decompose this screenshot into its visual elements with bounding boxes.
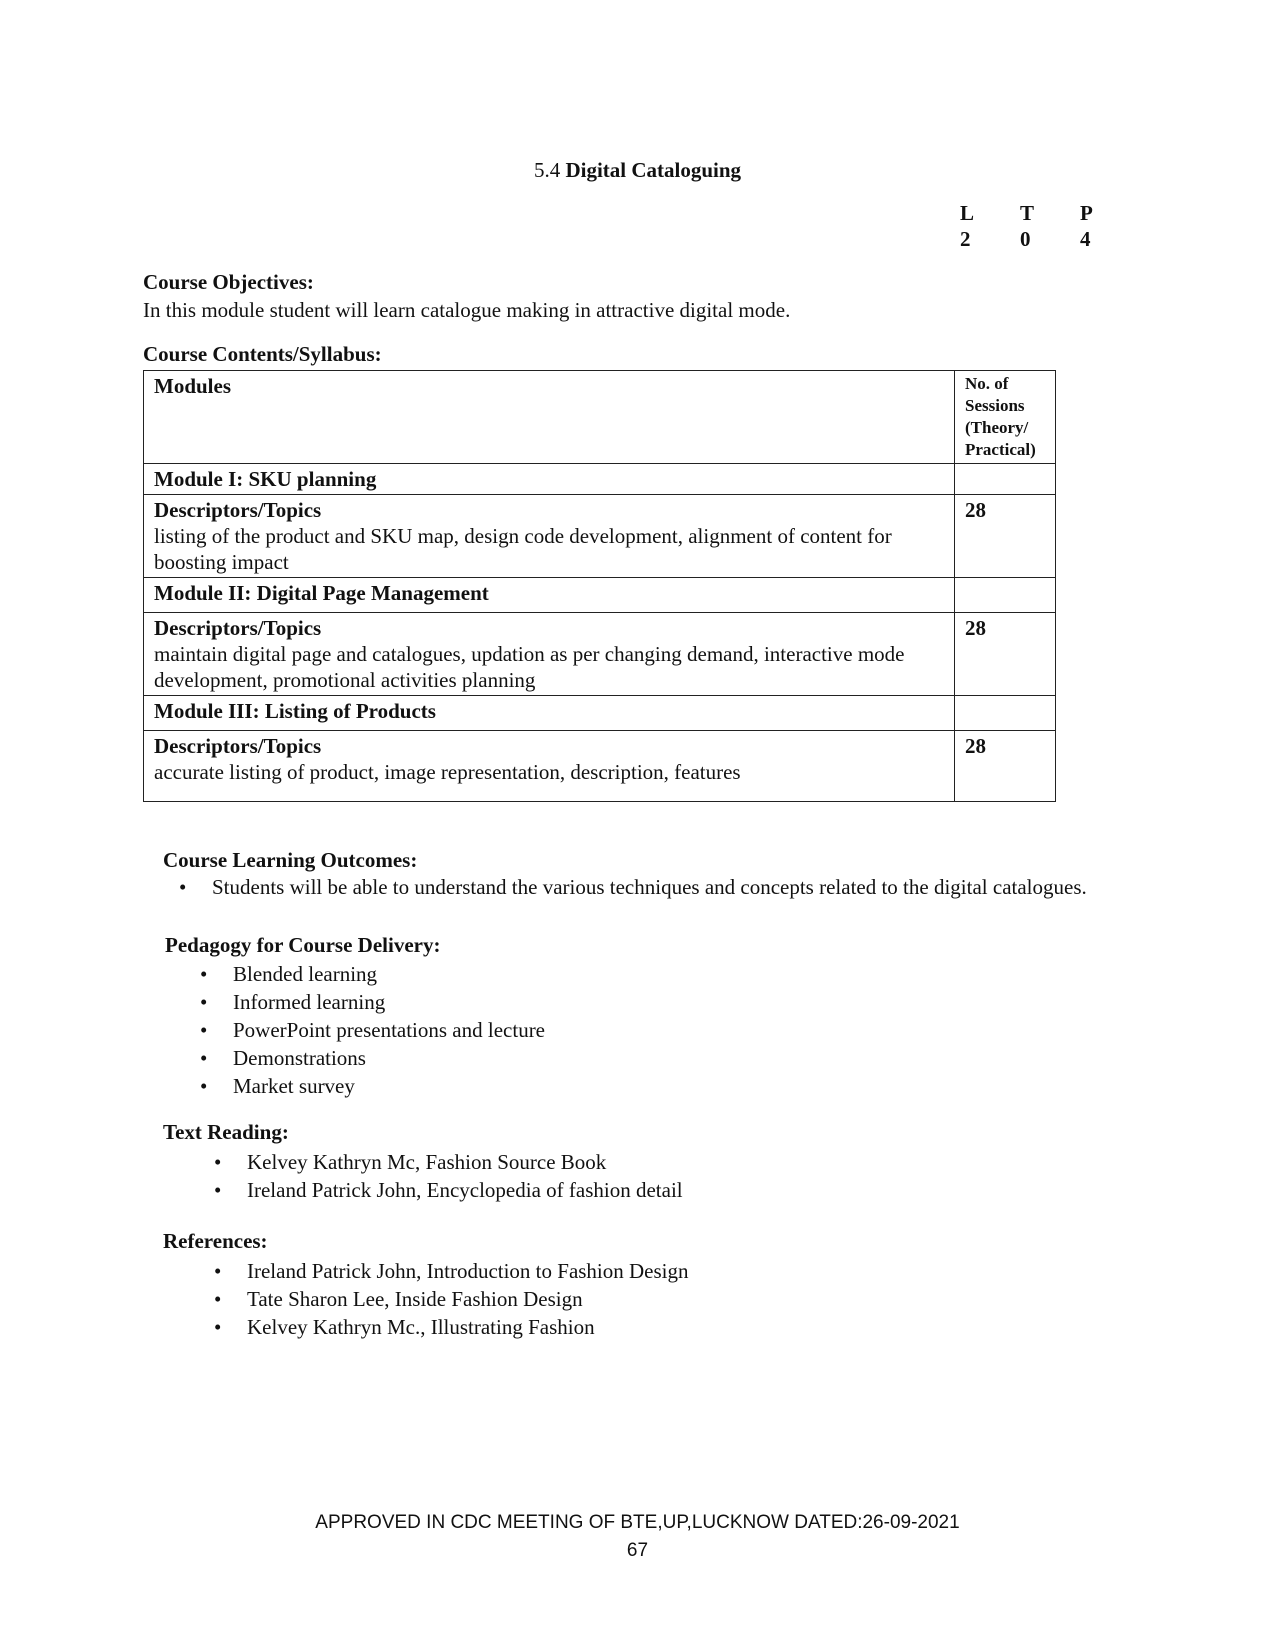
ltp-value-p: 4 <box>1080 227 1091 251</box>
pedagogy-heading: Pedagogy for Course Delivery: <box>165 933 441 957</box>
objectives-heading: Course Objectives: <box>143 270 314 294</box>
module-descriptor-cell <box>144 613 955 696</box>
syllabus-heading: Course Contents/Syllabus: <box>143 342 382 366</box>
modules-column-header: Modules <box>144 371 955 464</box>
page-title <box>0 158 1275 183</box>
module-title-sessions-cell <box>955 696 1056 731</box>
objectives-text: In this module student will learn catalogue making in attractive digital mode. <box>143 298 791 322</box>
module-title-row <box>144 578 1056 613</box>
module-descriptor-row <box>144 613 1056 696</box>
list-item: • Ireland Patrick John, Introduction to Fashion Design <box>247 1257 689 1285</box>
module-title-sessions-cell <box>955 464 1056 495</box>
ltp-headers <box>960 200 1140 226</box>
course-name: Digital Cataloguing <box>565 158 742 182</box>
module-title-row <box>144 464 1056 495</box>
ltp-header-t: T <box>1020 201 1035 225</box>
ltp-block <box>960 200 1140 252</box>
syllabus-table <box>143 370 1056 802</box>
list-item: • Demonstrations <box>233 1044 545 1072</box>
sessions-value: 28 <box>955 613 1056 696</box>
list-item: • Informed learning <box>233 988 545 1016</box>
list-item: • Kelvey Kathryn Mc., Illustrating Fashion <box>247 1313 689 1341</box>
sessions-value: 28 <box>955 731 1056 802</box>
ltp-value-t: 0 <box>1020 227 1031 251</box>
ltp-value-l: 2 <box>960 227 971 251</box>
sessions-header-line: Sessions <box>965 396 1025 415</box>
page-number: 67 <box>626 1540 649 1561</box>
module-title: Module I: SKU planning <box>144 464 955 495</box>
approval-footer: APPROVED IN CDC MEETING OF BTE,UP,LUCKNOW DATED:26-09-2021 <box>315 1512 960 1533</box>
section-number: 5.4 <box>533 158 561 182</box>
sessions-column-header <box>955 371 1056 464</box>
module-descriptor-cell <box>144 495 955 578</box>
outcomes-list <box>212 873 1092 901</box>
module-title: Module III: Listing of Products <box>144 696 955 731</box>
references-heading: References: <box>163 1229 268 1253</box>
module-descriptor-row <box>144 495 1056 578</box>
sessions-value: 28 <box>955 495 1056 578</box>
ltp-header-p: P <box>1080 201 1093 225</box>
list-item: • PowerPoint presentations and lecture <box>233 1016 545 1044</box>
list-item: • Market survey <box>233 1072 545 1100</box>
list-item: • Students will be able to understand the various techniques and concepts related to the digital catalogues. <box>212 873 1092 901</box>
descriptor-text: listing of the product and SKU map, design code development, alignment of content for boosting impact <box>154 524 892 574</box>
module-title-row <box>144 696 1056 731</box>
list-item: • Tate Sharon Lee, Inside Fashion Design <box>247 1285 689 1313</box>
descriptor-label: Descriptors/Topics <box>154 498 322 522</box>
sessions-header-line: No. of <box>965 374 1009 393</box>
module-title: Module II: Digital Page Management <box>144 578 955 613</box>
list-item: • Blended learning <box>233 960 545 988</box>
module-title-sessions-cell <box>955 578 1056 613</box>
text-reading-heading: Text Reading: <box>163 1120 289 1144</box>
descriptor-label: Descriptors/Topics <box>154 734 322 758</box>
descriptor-label: Descriptors/Topics <box>154 616 322 640</box>
pedagogy-list <box>233 960 545 1100</box>
ltp-values <box>960 226 1140 252</box>
sessions-header-line: (Theory/ <box>965 418 1029 437</box>
outcomes-heading: Course Learning Outcomes: <box>163 848 418 872</box>
list-item: • Ireland Patrick John, Encyclopedia of fashion detail <box>247 1176 683 1204</box>
list-item: • Kelvey Kathryn Mc, Fashion Source Book <box>247 1148 683 1176</box>
descriptor-text: accurate listing of product, image representation, description, features <box>154 760 741 784</box>
text-reading-list <box>247 1148 683 1204</box>
module-descriptor-row <box>144 731 1056 802</box>
sessions-header-line: Practical) <box>965 440 1036 459</box>
descriptor-text: maintain digital page and catalogues, updation as per changing demand, interactive mode development, promotional activities planning <box>154 642 905 692</box>
module-descriptor-cell <box>144 731 955 802</box>
references-list <box>247 1257 689 1341</box>
table-header-row <box>144 371 1056 464</box>
ltp-header-l: L <box>960 201 975 225</box>
